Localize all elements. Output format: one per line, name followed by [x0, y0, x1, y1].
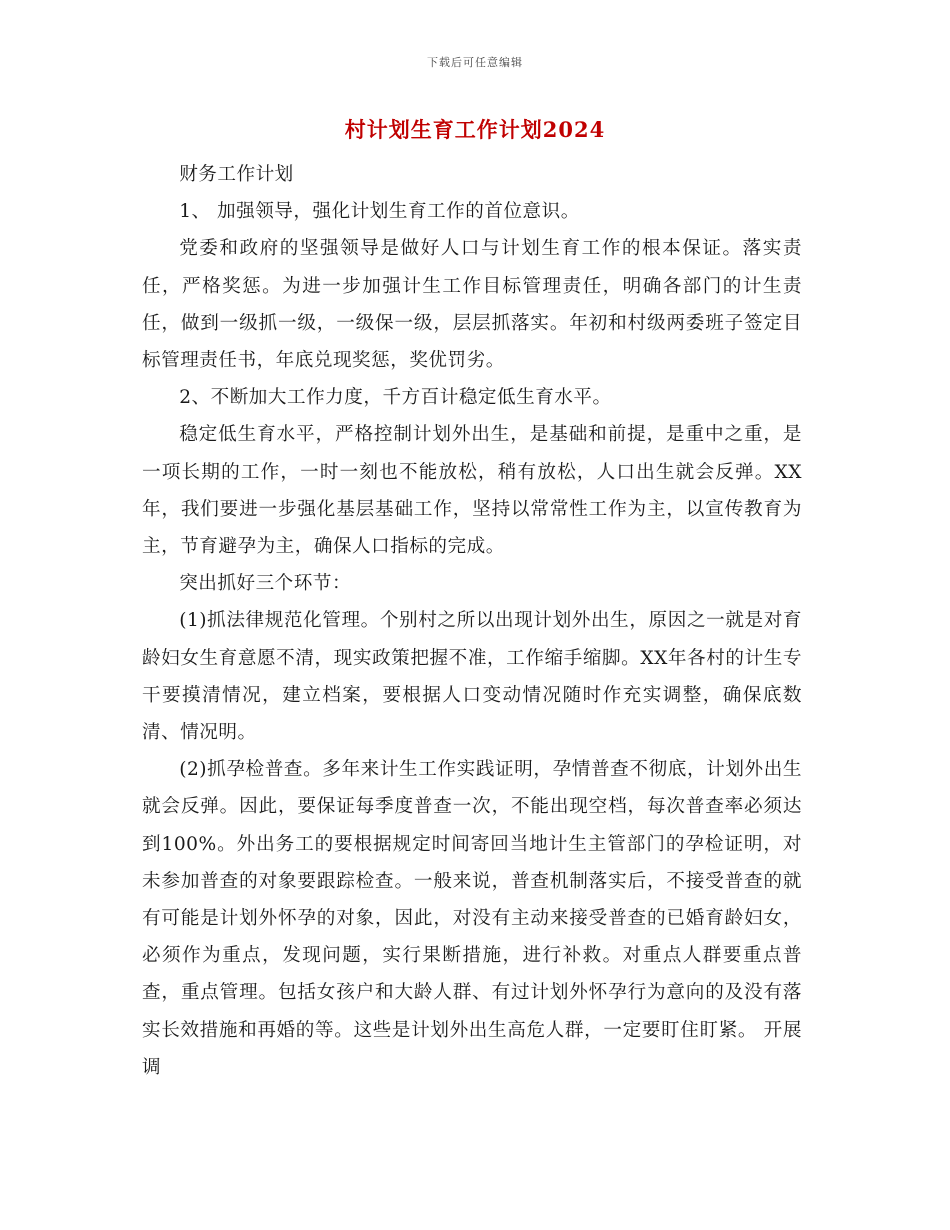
three-links-heading: 突出抓好三个环节：: [179, 573, 352, 595]
item-2-body: 稳定低生育水平，严格控制计划外出生，是基础和前提，是重中之重，是一项长期的工作，一时一刻也不能放松，稍有放松，人口出生就会反弹。XX年，我们要进一步强化基层基础工作，坚持以常常性工作为主，以宣传教育为主，节育避孕为主，确保人口指标的完成。: [142, 424, 802, 558]
document-title: 村计划生育工作计划2024: [344, 117, 606, 142]
item-1-heading: 1、 加强领导，强化计划生育工作的首位意识。: [179, 201, 580, 223]
page-header-note: 下载后可任意编辑: [427, 56, 523, 69]
section-heading-finance: 财务工作计划: [179, 164, 294, 185]
sub-item-1: (1)抓法律规范化管理。个别村之所以出现计划外出生，原因之一就是对育龄妇女生育意愿不清，现实政策把握不准，工作缩手缩脚。XX年各村的计生专干要摸清情况，建立档案，要根据人口变动情况随时作充实调整，确保底数清、情况明。: [142, 610, 802, 744]
item-1-body: 党委和政府的坚强领导是做好人口与计划生育工作的根本保证。落实责任，严格奖惩。为进一步加强计生工作目标管理责任，明确各部门的计生责任，做到一级抓一级，一级保一级，层层抓落实。年初和村级两委班子签定目标管理责任书，年底兑现奖惩，奖优罚劣。: [142, 238, 802, 372]
sub-item-2: (2)抓孕检普查。多年来计生工作实践证明，孕情普查不彻底，计划外出生就会反弹。因此，要保证每季度普查一次，不能出现空档，每次普查率必须达到100%。外出务工的要根据规定时间寄回当地计生主管部门的孕检证明，对未参加普查的对象要跟踪检查。一般来说，普查机制落实后，不接受普查的就有可能是计划外怀孕的对象，因此，对没有主动来接受普查的已婚育龄妇女，必须作为重点，发现问题，实行果断措施，进行补救。对重点人群要重点普查，重点管理。包括女孩户和大龄人群、有过计划外怀孕行为意向的及没有落实长效措施和再婚的等。这些是计划外出生高危人群，一定要盯住盯紧。 开展调: [142, 759, 802, 1078]
item-2-heading: 2、不断加大工作力度，千方百计稳定低生育水平。: [179, 387, 612, 409]
document-body: [142, 156, 802, 1086]
